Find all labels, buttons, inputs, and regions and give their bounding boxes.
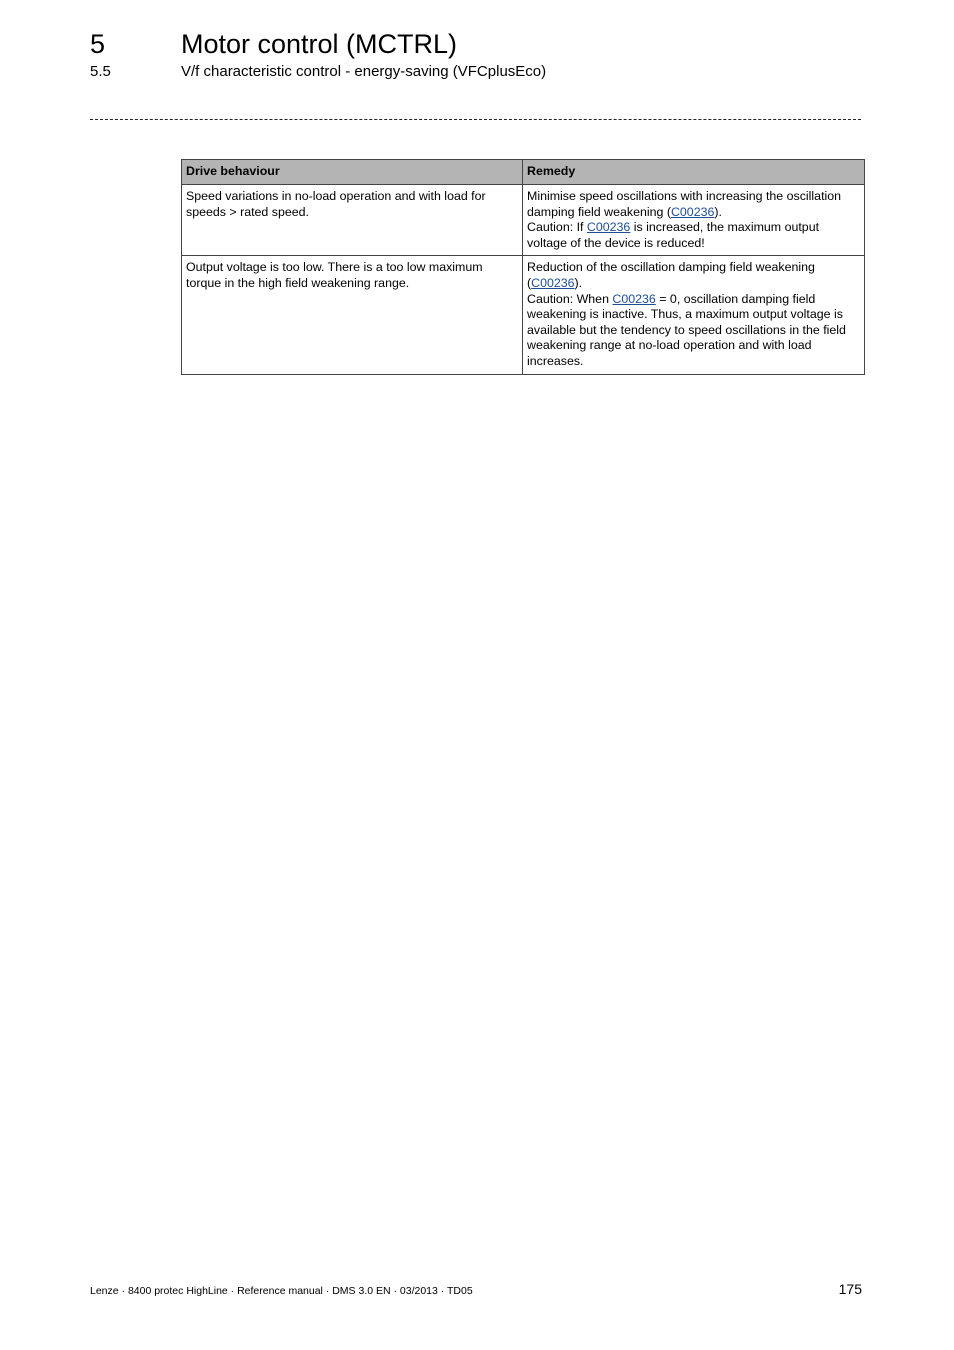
remedy-cell — [523, 256, 865, 374]
remedy-cell — [523, 185, 865, 256]
parameter-link-c00236[interactable]: C00236 — [670, 204, 715, 219]
column-header-drive-behaviour: Drive behaviour — [182, 160, 523, 185]
remedy-text: ). — [714, 204, 722, 219]
remedy-text: Caution: If — [527, 220, 587, 235]
table-header-row — [182, 160, 865, 185]
remedy-caution-paragraph — [527, 220, 860, 251]
section-number: 5.5 — [90, 63, 111, 80]
page-number: 175 — [838, 1281, 862, 1297]
parameter-link-c00236[interactable]: C00236 — [531, 275, 575, 290]
parameter-link-c00236[interactable]: C00236 — [612, 291, 656, 306]
header-dashed-divider — [90, 119, 861, 120]
remedy-text: Minimise speed oscillations with increasing the oscillation damping field weakening ( — [527, 189, 842, 219]
remedy-text: is increased, the maximum output voltage of the device is reduced! — [527, 220, 820, 250]
remedy-text: ). — [574, 275, 583, 290]
remedy-paragraph — [527, 189, 860, 220]
footer-document-info: Lenze · 8400 protec HighLine · Reference manual · DMS 3.0 EN · 03/2013 · TD05 — [90, 1285, 473, 1297]
remedy-text: = 0, oscillation damping field weakening is inactive. Thus, a maximum output voltage is available but the tendency to speed oscillations in the field weakening range at no-load operation and with load increases. — [527, 291, 846, 368]
behaviour-cell: Speed variations in no-load operation and with load for speeds > rated speed. — [182, 185, 523, 256]
section-title: V/f characteristic control - energy-saving (VFCplusEco) — [181, 63, 547, 80]
parameter-link-c00236[interactable]: C00236 — [586, 220, 631, 235]
remedy-text: Reduction of the oscillation damping field weakening ( — [527, 260, 815, 290]
remedy-caution-paragraph — [527, 292, 860, 370]
drive-behaviour-remedy-table — [181, 159, 865, 375]
remedy-text: Caution: When — [527, 291, 613, 306]
column-header-remedy: Remedy — [523, 160, 865, 185]
table-row — [182, 256, 865, 374]
behaviour-cell: Output voltage is too low. There is a too low maximum torque in the high field weakening range. — [182, 256, 523, 374]
table-row — [182, 185, 865, 256]
chapter-title: Motor control (MCTRL) — [181, 29, 458, 59]
remedy-paragraph — [527, 260, 860, 291]
chapter-number: 5 — [90, 29, 106, 59]
